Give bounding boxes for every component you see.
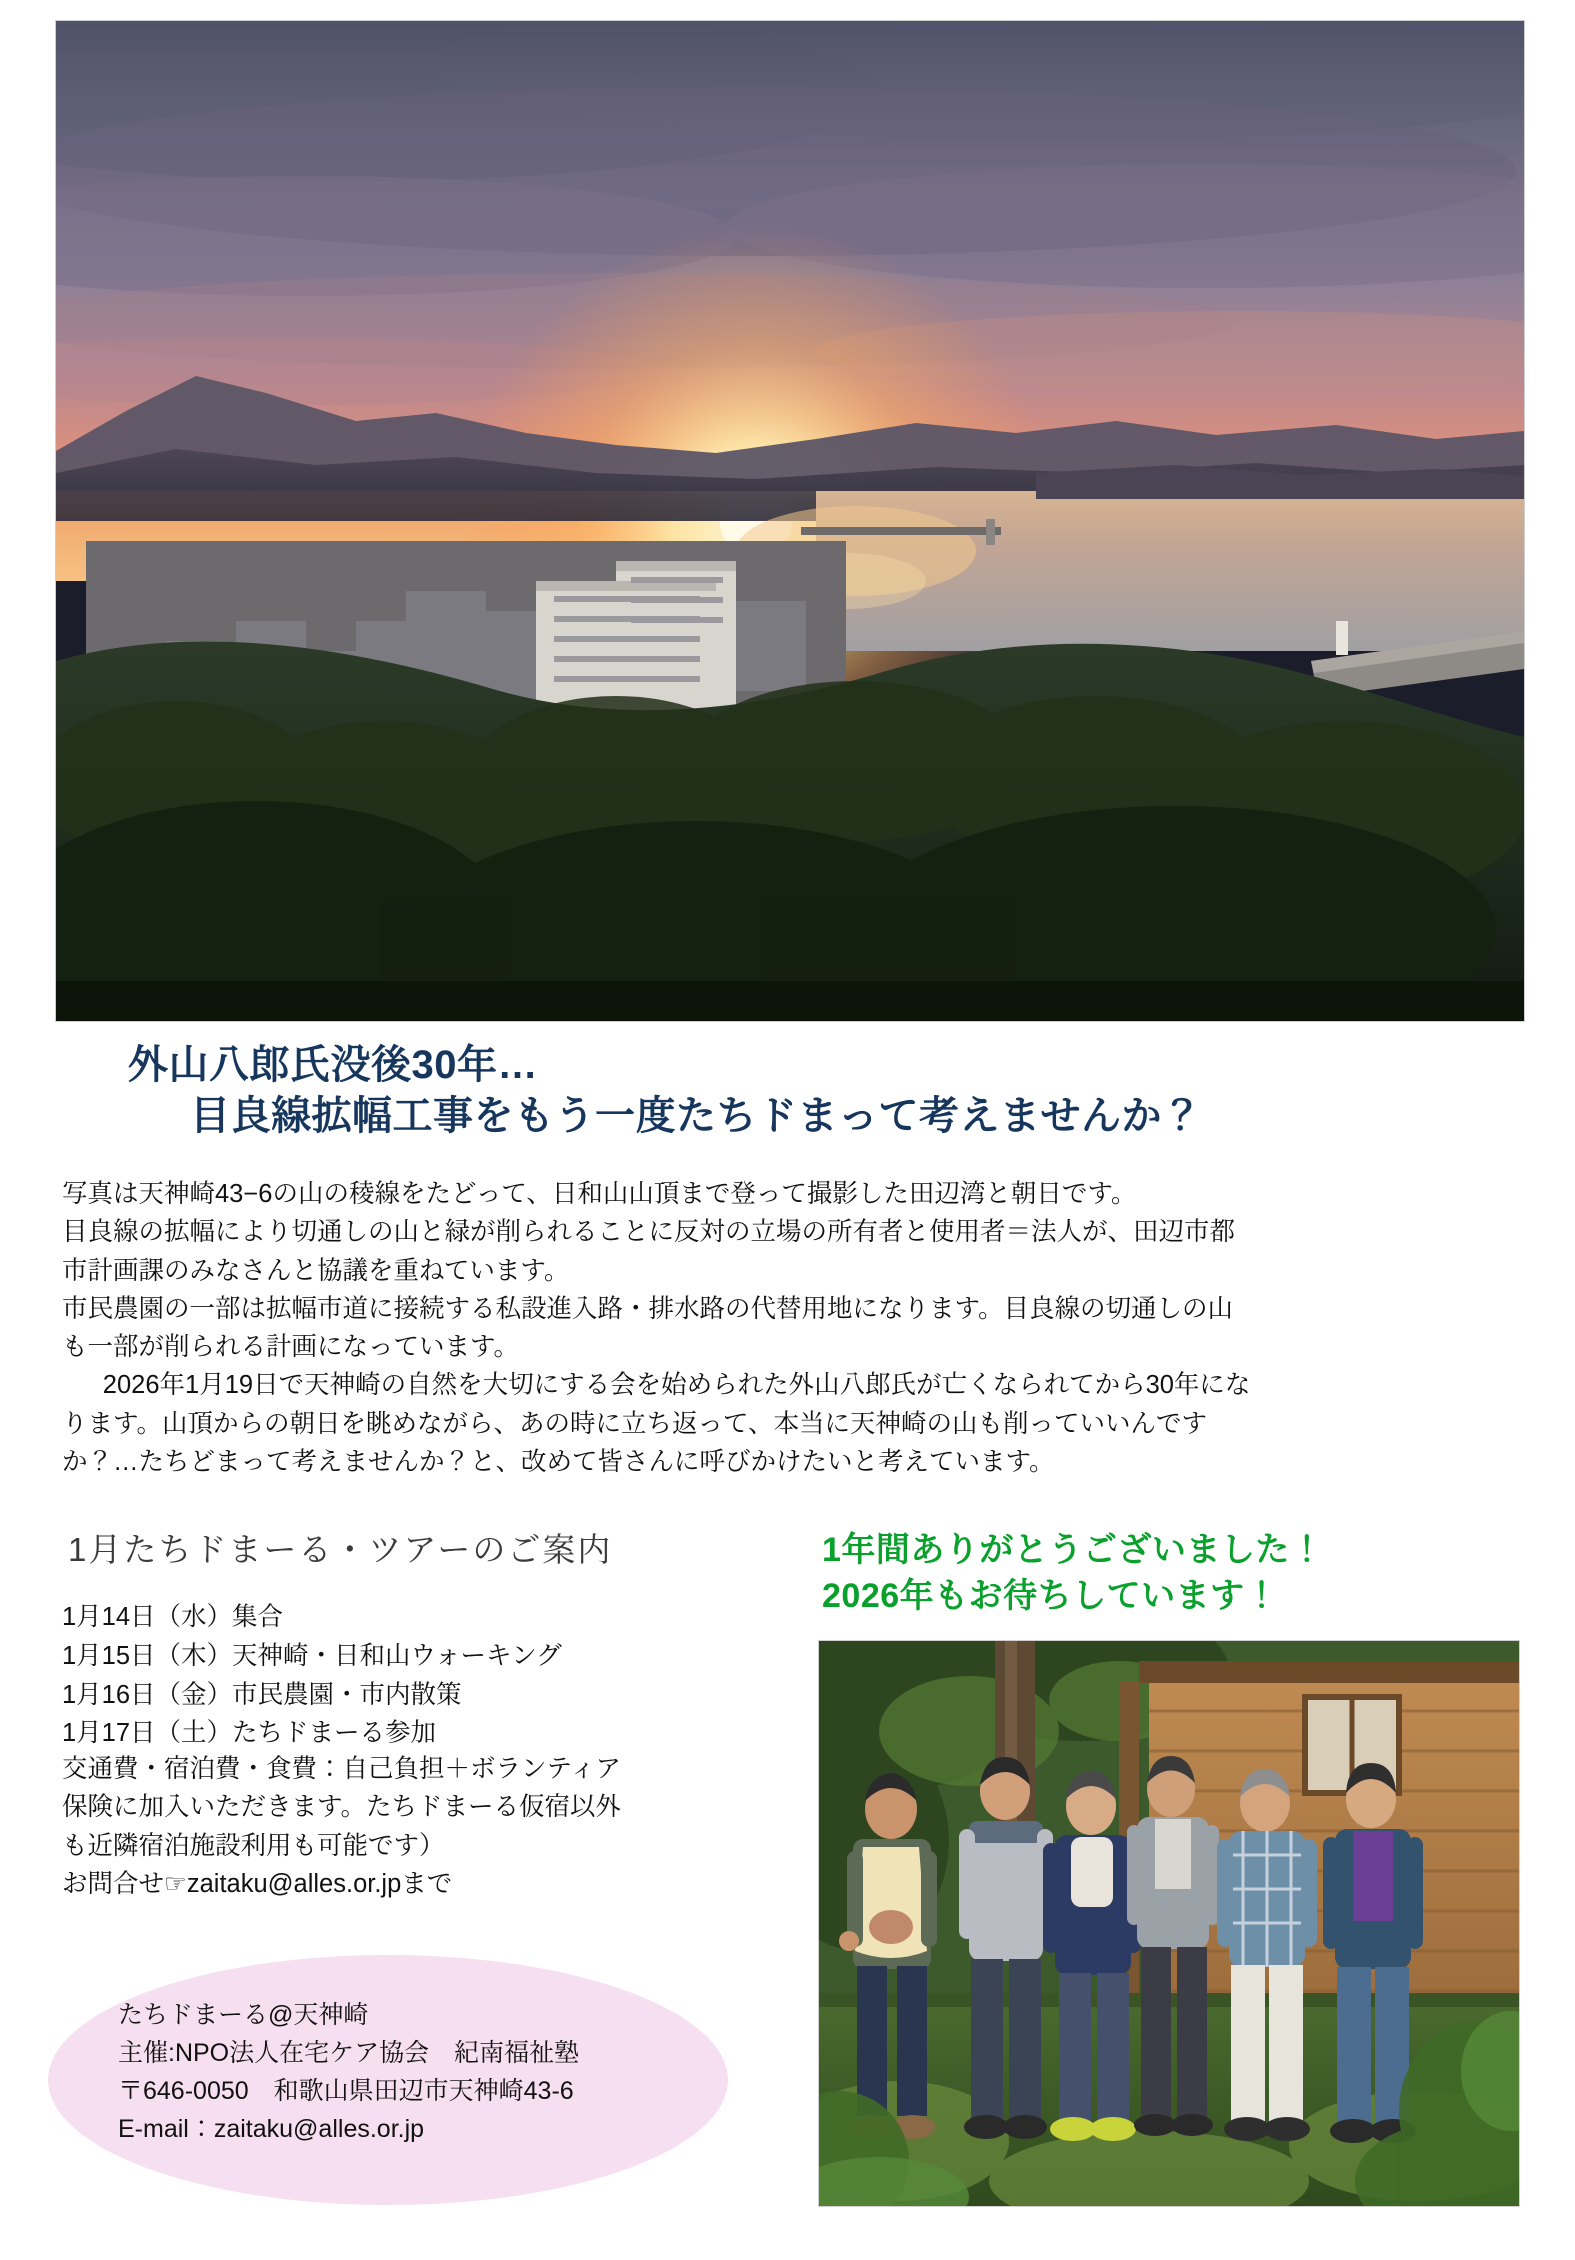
contact-block — [118, 1996, 698, 2148]
body-line-5: も一部が削られる計画になっています。 — [62, 1333, 519, 1361]
body-line-3: 市計画課のみなさんと協議を重ねています。 — [62, 1256, 570, 1285]
thank-you-line-2: 2026年もお待ちしています！ — [822, 1577, 1280, 1616]
body-line-1: 写真は天神崎43−6の山の稜線をたどって、日和山山頂まで登って撮影した田辺湾と朝日です。 — [62, 1180, 1137, 1208]
hero-photo-image — [56, 21, 1524, 1021]
tour-note-line-1: 交通費・宿泊費・食費：自己負担＋ボランティア — [62, 1755, 621, 1783]
list-item: 1月17日（土）たちドまーる参加 — [62, 1719, 437, 1748]
body-line-4: 市民農園の一部は拡幅市道に接続する私設進入路・排水路の代替用地になります。目良線の切通しの山 — [62, 1294, 1233, 1323]
group-photo-image — [819, 1641, 1519, 2206]
headline-line-2: 目良線拡幅工事をもう一度たちドまって考えませんか？ — [190, 1094, 1203, 1138]
contact-organizer: 主催:NPO法人在宅ケア協会 紀南福祉塾 — [118, 2039, 580, 2067]
body-line-2: 目良線の拡幅により切通しの山と緑が削られることに反対の立場の所有者と使用者＝法人が、田辺市都 — [62, 1218, 1236, 1247]
body-text — [62, 1175, 1512, 1481]
list-item: 1月14日（水）集合 — [62, 1603, 284, 1631]
headline-line-1: 外山八郎氏没後30年… — [128, 1043, 538, 1087]
body-line-6: 2026年1月19日で天神崎の自然を大切にする会を始められた外山八郎氏が亡くなられてから30年にな — [102, 1371, 1251, 1400]
list-item: 1月16日（金）市民農園・市内散策 — [62, 1680, 462, 1709]
thank-you-message — [822, 1528, 1522, 1618]
tour-section-title: 1月たちドまーる・ツアーのご案内 — [68, 1531, 613, 1568]
body-line-8: か？…たちどまって考えませんか？と、改めて皆さんに呼びかけたいと考えています。 — [62, 1447, 1055, 1476]
contact-name: たちドまーる@天神崎 — [118, 2001, 369, 2029]
tour-schedule-list — [62, 1598, 802, 1753]
group-photo — [818, 1640, 1520, 2207]
tour-notes — [62, 1750, 792, 1903]
tour-note-line-3: も近隣宿泊施設利用も可能です） — [62, 1831, 445, 1860]
hero-photo — [55, 20, 1525, 1022]
contact-email[interactable]: E-mail：zaitaku@alles.or.jp — [118, 2115, 425, 2143]
contact-address: 〒646-0050 和歌山県田辺市天神崎43-6 — [118, 2077, 574, 2105]
body-line-7: ります。山頂からの朝日を眺めながら、あの時に立ち返って、本当に天神崎の山も削っていいんです — [62, 1409, 1207, 1438]
page-title — [128, 1040, 1488, 1142]
thank-you-line-1: 1年間ありがとうございました！ — [822, 1531, 1325, 1569]
tour-contact-line[interactable]: お問合せ☞zaitaku@alles.or.jpまで — [62, 1869, 453, 1898]
tour-note-line-2: 保険に加入いただきます。たちドまーる仮宿以外 — [62, 1793, 621, 1822]
list-item: 1月15日（木）天神崎・日和山ウォーキング — [62, 1641, 562, 1670]
